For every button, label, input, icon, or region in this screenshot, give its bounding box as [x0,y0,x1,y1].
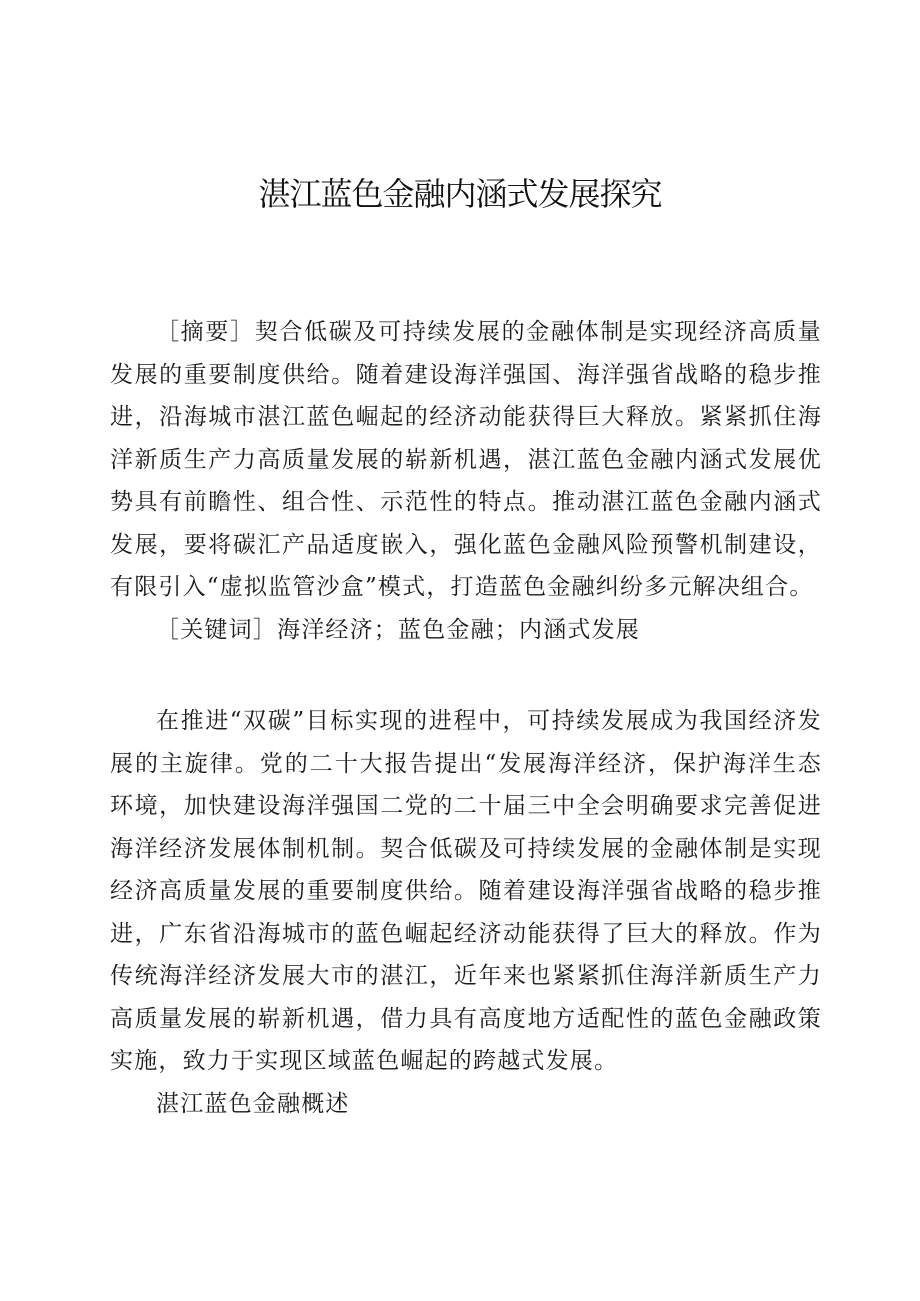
intro-paragraph: 在推进“双碳”目标实现的进程中，可持续发展成为我国经济发展的主旋律。党的二十大报告提出“发展海洋经济，保护海洋生态环境，加快建设海洋强国二党的二十届三中全会明确要求完善促进海洋经济发展体制机制。契合低碳及可持续发展的金融体制是实现经济高质量发展的重要制度供给。随着建设海洋强省战略的稳步推进，广东省沿海城市的蓝色崛起经济动能获得了巨大的释放。作为传统海洋经济发展大市的湛江，近年来也紧紧抓住海洋新质生产力高质量发展的崭新机遇，借力具有高度地方适配性的蓝色金融政策实施，致力于实现区域蓝色崛起的跨越式发展。 [110,708,822,1074]
section-heading: 湛江蓝色金融概述 [156,1091,350,1117]
keywords-line: ［关键词］海洋经济；蓝色金融；内涵式发展 [156,617,640,643]
abstract-paragraph: ［摘要］契合低碳及可持续发展的金融体制是实现经济高质量发展的重要制度供给。随着建设海洋强国、海洋强省战略的稳步推进，沿海城市湛江蓝色崛起的经济动能获得巨大释放。紧紧抓住海洋新质生产力高质量发展的崭新机遇，湛江蓝色金融内涵式发展优势具有前瞻性、组合性、示范性的特点。推动湛江蓝色金融内涵式发展，要将碳汇产品适度嵌入，强化蓝色金融风险预警机制建设，有限引入“虚拟监管沙盒”模式，打造蓝色金融纠纷多元解决组合。 [110,319,822,600]
document-title: 湛江蓝色金融内涵式发展探究 [258,175,662,213]
